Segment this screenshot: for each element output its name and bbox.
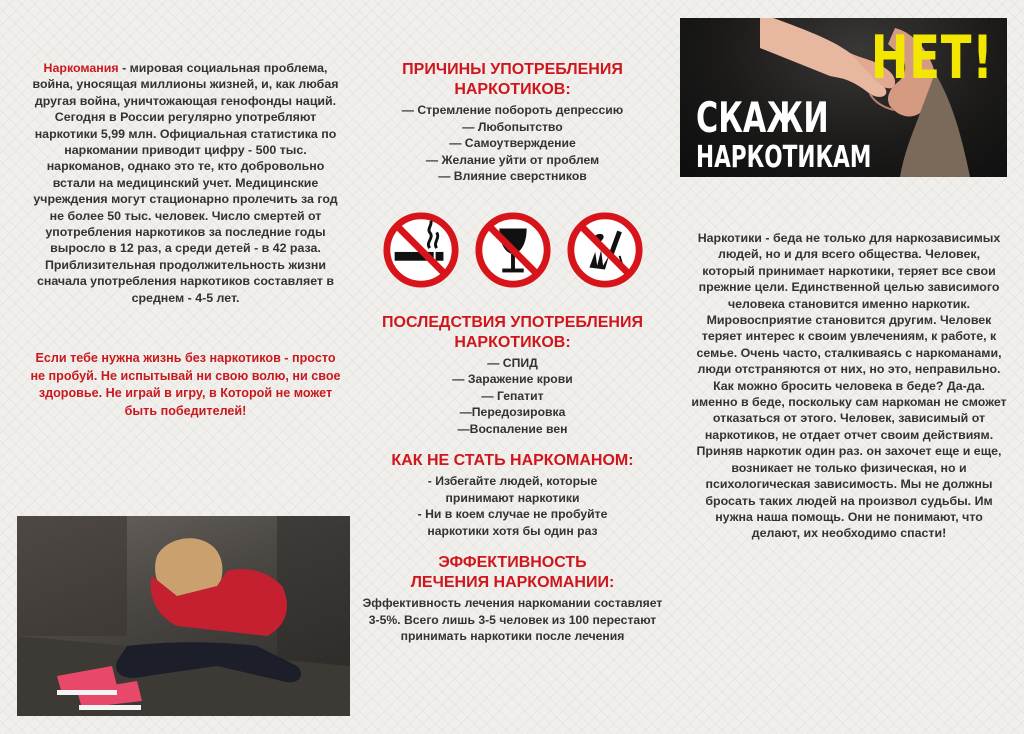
banner-no-text: НЕТ! <box>870 23 993 93</box>
middle-column <box>360 60 665 645</box>
list-item: —Передозировка <box>459 405 566 419</box>
how-title: КАК НЕ СТАТЬ НАРКОМАНОМ: <box>391 452 634 469</box>
causes-title: ПРИЧИНЫ УПОТРЕБЛЕНИЯ НАРКОТИКОВ: <box>402 61 623 98</box>
list-item: — Гепатит <box>481 388 544 403</box>
intro-highlight: Наркомания <box>43 61 119 75</box>
no-drugs-icon <box>566 211 644 289</box>
sad-girl-photo <box>17 516 350 716</box>
right-paragraph: Наркотики - беда не только для наркозависимых людей, но и для всего общества. Человек, который принимает наркотики, теряет все свои прежние цели. Единственной целью зависимого человека становится именно наркотик. Мировосприятие становится другим. Человек теряет интерес к своим увлечениям, к работе, к семье. Очень часто, сталкиваясь с наркоманами, люди отстраняются от них, но это, неправильно. Как можно бросить человека в беде? Да-да. именно в беде, поскольку сам наркоман не сможет отказаться от этого. Человек, зависимый от наркотиков, не отдает отчет своим действиям. Приняв наркотик один раз. он захочет еще и еще, возникает не только физическая, но и психологическая зависимость. Мы не должны бросать таких людей на произвол судьбы. Им нужна наша помощь. Они не понимают, что делают, их необходимо спасти! <box>691 231 1007 541</box>
list-item: — Любопытство <box>462 119 563 134</box>
list-item: — Влияние сверстников <box>438 169 587 183</box>
banner <box>680 18 1007 177</box>
no-smoking-icon <box>382 211 460 289</box>
list-item: - Ни в коем случае не пробуйте наркотики хотя бы один раз <box>417 507 608 538</box>
right-column <box>690 230 1008 542</box>
prohibition-signs <box>360 211 665 289</box>
banner-say-text: СКАЖИ <box>696 93 829 142</box>
photo-illustration <box>17 516 350 716</box>
list-item: - Избегайте людей, которые принимают наркотики <box>427 474 598 505</box>
effects-list <box>360 355 665 438</box>
left-column <box>28 60 343 420</box>
causes-list <box>360 102 665 185</box>
intro-text: - мировая социальная проблема, война, уносящая миллионы жизней, и, как любая другая война, уничтожающая генофонды наций. Сегодня в России регулярно употребляют наркотики 5,99 млн. Официальная статистика по наркомании приводит цифру - 500 тыс. наркоманов, однако это те, кто добровольно встали на медицинский учет. Медицинские учреждения могут стационарно пролечить за год не более 50 тыс. человек. Число смертей от употребления наркотиков за последние годы выросло в 12 раз, а среди детей - в 42 раза. Приблизительная продолжительность жизни сначала употребления наркотиков составляет в среднем - 4-5 лет. <box>32 61 339 305</box>
list-item: — Заражение крови <box>452 372 573 386</box>
how-list <box>360 473 665 539</box>
no-alcohol-icon <box>474 211 552 289</box>
list-item: — Самоутверждение <box>449 136 576 150</box>
effects-title: ПОСЛЕДСТВИЯ УПОТРЕБЛЕНИЯ НАРКОТИКОВ: <box>382 313 643 351</box>
list-item: —Воспаление вен <box>457 421 568 436</box>
list-item: — Желание уйти от проблем <box>425 152 600 167</box>
efficiency-text: Эффективность лечения наркомании составляет 3-5%. Всего лишь 3-5 человек из 100 перестают принимать наркотики после лечения <box>362 596 663 644</box>
efficiency-title: ЭФФЕКТИВНОСТЬ ЛЕЧЕНИЯ НАРКОМАНИИ: <box>410 554 615 591</box>
list-item: — СПИД <box>487 355 538 370</box>
list-item: — Стремление побороть депрессию <box>401 103 624 117</box>
banner-drugs-text: НАРКОТИКАМ <box>696 140 872 175</box>
intro-paragraph <box>28 60 343 306</box>
appeal-paragraph: Если тебе нужна жизнь без наркотиков - просто не пробуй. Не испытывай ни свою волю, ни свое здоровье. Не играй в игру, в Которой не может быть победителей! <box>30 351 341 418</box>
